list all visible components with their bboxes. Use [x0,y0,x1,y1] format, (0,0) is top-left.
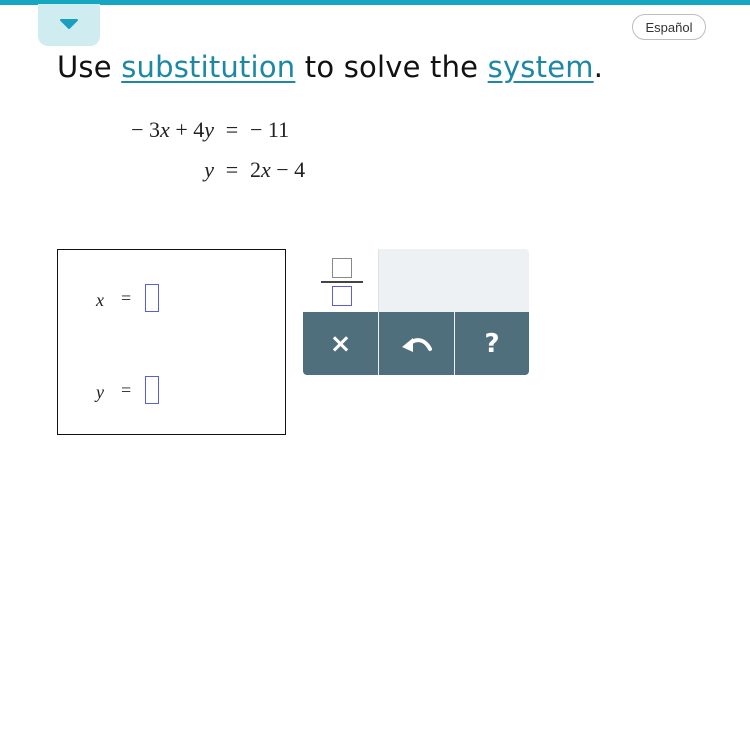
help-button[interactable] [455,312,529,375]
system-link[interactable]: system [487,50,594,84]
tool-row [303,312,529,375]
language-toggle-button[interactable]: Español [632,14,706,40]
collapse-tab[interactable] [38,4,100,46]
substitution-link[interactable]: substitution [121,50,296,84]
equation-1-lhs: − 3x + 4y [131,117,214,142]
undo-icon [400,333,434,355]
clear-button[interactable] [303,312,378,375]
top-accent-bar [0,0,750,5]
instruction-prefix: Use [57,50,122,84]
answer-equals-x: = [121,288,132,308]
close-icon: × [329,328,352,359]
answer-equals-y: = [121,380,132,400]
equation-2-lhs: y [204,157,214,182]
answer-variable-y: y [96,382,104,402]
y-answer-input[interactable] [145,376,159,404]
equation-2-rhs: 2x − 4 [250,157,306,182]
instruction-middle: to solve the [295,50,488,84]
answer-variable-x: x [96,290,104,310]
x-answer-input[interactable] [145,284,159,312]
equation-1 [118,117,289,143]
answer-box [57,249,286,435]
answer-row-y [58,362,285,422]
math-tool-panel [303,249,529,375]
undo-button[interactable] [379,312,454,375]
answer-row-x [58,270,285,330]
fraction-button[interactable] [303,249,379,312]
chevron-down-icon [59,18,79,30]
equation-2-relation: = [225,157,239,182]
help-icon: ? [484,328,500,359]
instruction-text [57,50,603,84]
instruction-suffix: . [593,50,604,84]
equation-2 [118,157,305,183]
equation-1-relation: = [225,117,239,142]
equation-1-rhs: − 11 [250,117,290,142]
